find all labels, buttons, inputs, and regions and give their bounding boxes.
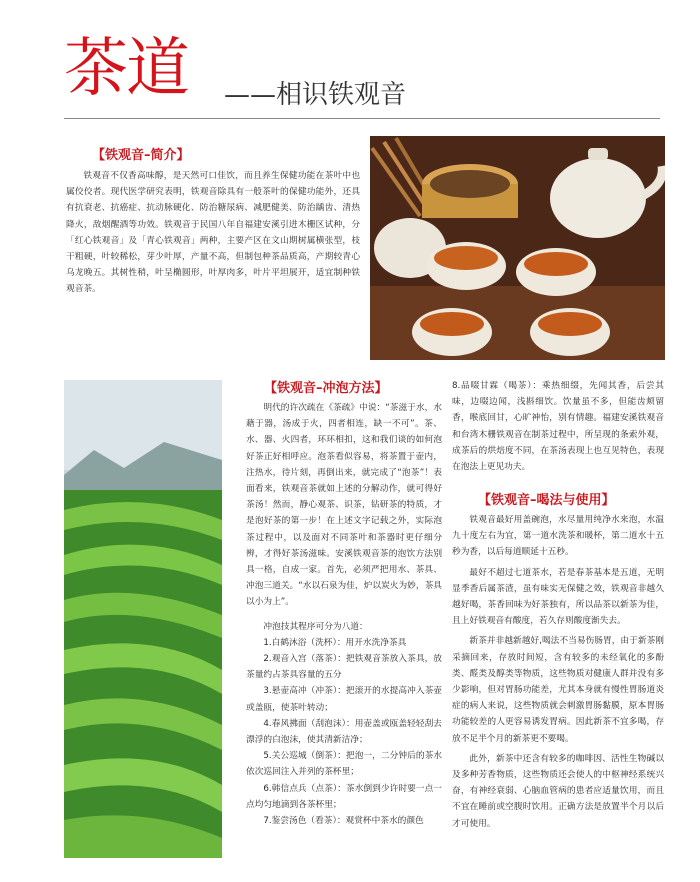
brewing-steps-intro: 冲泡技其程序可分为八道： (263, 621, 368, 632)
drinking-heading: 【铁观音–喝法与使用】 (478, 493, 615, 508)
brewing-text (246, 400, 442, 829)
brewing-step-6: 6.韩信点兵（点茶）：茶水倒到少许时要一点一点均匀地滴到各茶杯里； (246, 783, 442, 810)
intro-text (66, 168, 360, 298)
brewing-step-1: 1.白鹤沐浴（洗杯）：用开水洗净茶具 (263, 637, 407, 648)
page-subtitle: ——相识铁观音 (224, 80, 407, 110)
header-divider (64, 118, 660, 119)
drinking-paragraph-4: 此外，新茶中还含有较多的咖啡因、活性生物碱以及多种芳香物质，这些物质还会使人的中枢神经系统兴奋，有神经衰弱、心脑血管病的患者应适量饮用，而且不宜在睡前或空腹时饮用。正确方法是放置半个月以后才可使用。 (452, 753, 664, 829)
brewing-step-8: 8.品啜甘霖（喝茶）：乘热细缀，先闻其香，后尝其味，边啜边闻，浅斟细饮。饮量虽不多，但能齿颊留香，喉底回甘，心旷神怡，别有情趣。福建安溪铁观音和台湾木栅铁观音在制茶过程中，所呈现的条索外观，成茶后的烘焙度不同，在茶汤表现上也互见特色，表现在泡法上更见功夫。 (452, 381, 664, 473)
tea-plantation-photo (64, 380, 222, 858)
tea-plantation-illustration (64, 380, 222, 858)
intro-paragraph: 铁观音不仅香高味醇，是天然可口佳饮，而且养生保健功能在茶叶中也属佼佼者。现代医学研究表明，铁观音除具有一般茶叶的保健功能外，还具有抗衰老、抗癌症、抗动脉硬化、防治糖尿病、减肥健美、防治龋齿、清热降火，敌烟醒酒等功效。铁观音于民国八年自福建安溪引进木栅区试种，分「红心铁观音」及「青心铁观音」两种，主要产区在文山期树属横张型，枝干粗硬，叶较稀松，芽少叶厚，产量不高，但制包种茶品质高，产期较青心乌龙晚五。其树性稍，叶呈椭圆形，叶厚肉多，叶片平坦展开，适宜制种铁观音茶。 (66, 171, 360, 295)
drinking-paragraph-1: 铁观音最好用盖碗泡，水尽量用纯净水来泡，水温九十度左右为宜，第一道水洗茶和暖杯，第二道水十五秒为香，以后每道顺延十五秒。 (452, 515, 664, 558)
brewing-step-7: 7.鉴尝汤色（看茶）：观赏杯中茶水的颜色 (263, 816, 424, 827)
brewing-step-4: 4.春风拂面（刮泡沫）：用壶盖或瓯盖轻轻刮去漂浮的白泡沫，使其清新洁净； (246, 718, 442, 746)
brewing-heading: 【铁观音–冲泡方法】 (264, 381, 388, 396)
drinking-paragraph-2: 最好不超过七道茶水，若是春茶基本是五道，无明显季香后属茶渣，虽有味实无保健之效，铁观音非越久越好喝，茶香回味为好茶独有，所以品茶以新茶为佳，且上好铁观音有酸度，若久存则酸度渐失去。 (452, 567, 664, 627)
tea-set-photo (370, 136, 665, 360)
tea-set-illustration (370, 136, 665, 360)
intro-heading: 【铁观音–简介】 (92, 148, 190, 163)
brewing-step-5: 5.关公巡城（倒茶）：把泡一，二分钟后的茶水依次巡回注入并列的茶杯里； (246, 751, 442, 778)
brewing-paragraph: 明代的许次疏在《茶疏》中说：“茶滋于水，水藉于器，汤成于火，四者相连，缺一不可”。茶、水、器、火四者，环环相扣，这和我们谈的如何泡好茶正好相呼应。泡茶看似容易，将茶置于壶内，注热水，待片刻，再倒出来，就完成了“泡茶”！表面看来，铁观音茶就如上述的分解动作，就可得好茶汤！然而，静心观茶、识茶，钻研茶的特质，才是泡好茶的第一步！在上述文字记载之外，实际泡茶过程中，以及面对不同茶叶和茶器时更仔细分辨，才得好茶汤滋味。安溪铁观音茶的泡饮方法别具一格，自成一家。首先，必须严把用水、茶具、冲泡三道关。“水以石泉为佳，炉以炭火为妙，茶具以小为上”。 (246, 403, 442, 608)
drinking-paragraph-3: 新茶并非越新越好,喝法不当易伤肠胃，由于新茶刚采摘回来，存放时间短，含有较多的未经氧化的多酚类、醛类及醇类等物质，这些物质对健康人群并没有多少影响，但对胃肠功能差，尤其本身就有慢性胃肠道炎症的病人来说，这些物质就会刺激胃肠黏膜，原本胃肠功能较差的人更容易诱发胃病。因此新茶不宜多喝，存放不足半个月的新茶更不要喝。 (452, 636, 664, 744)
brewing-step-2: 2.观音入宫（落茶）：把铁观音茶放入茶具，放茶量约占茶具容量的五分 (246, 654, 442, 681)
drinking-text (452, 512, 664, 832)
tasting-text (452, 378, 664, 475)
brand-title: 茶道 (64, 32, 188, 106)
brewing-step-3: 3.悬壶高冲（冲茶）：把滚开的水提高冲入茶壶或盖瓯，使茶叶转动； (246, 686, 442, 713)
